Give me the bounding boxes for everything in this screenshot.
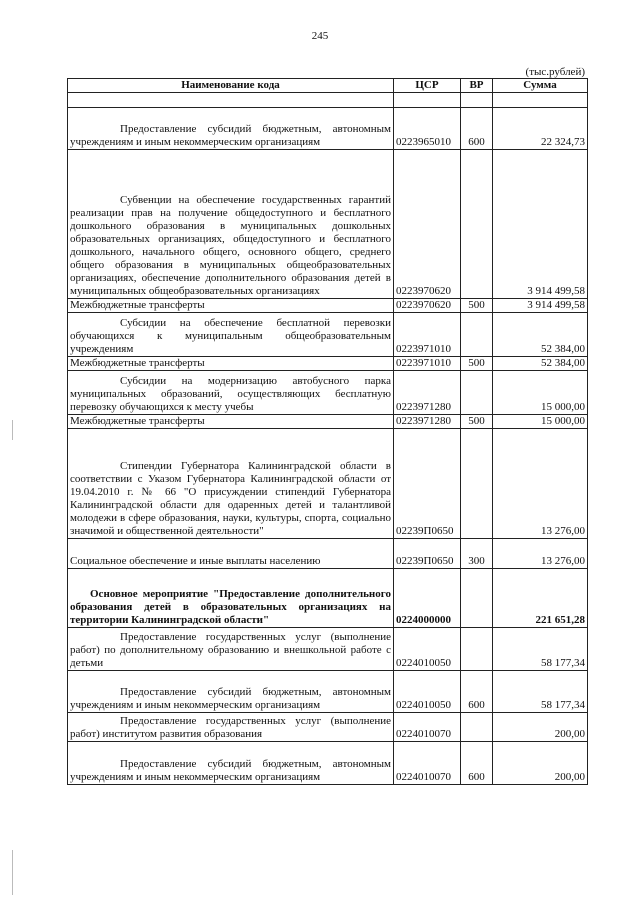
row-name: Субсидии на обеспечение бесплатной перевозки обучающихся к муниципальным общеобразовательным учреждениям	[68, 313, 394, 357]
table-row-bold	[68, 569, 588, 628]
units-label: (тыс.рублей)	[525, 66, 585, 78]
row-csr	[394, 93, 461, 108]
row-sum: 15 000,00	[493, 415, 588, 429]
table-row	[68, 150, 588, 299]
scan-artifact-line	[12, 850, 13, 895]
row-sum: 52 384,00	[493, 357, 588, 371]
row-sum: 58 177,34	[493, 628, 588, 671]
row-vr	[461, 93, 493, 108]
row-name: Социальное обеспечение и иные выплаты населению	[68, 539, 394, 569]
table-row	[68, 415, 588, 429]
row-vr	[461, 713, 493, 742]
row-sum: 15 000,00	[493, 371, 588, 415]
row-csr: 0223970620	[394, 299, 461, 313]
row-name	[68, 93, 394, 108]
table-row	[68, 539, 588, 569]
row-sum: 200,00	[493, 713, 588, 742]
row-sum: 22 324,73	[493, 108, 588, 150]
table-header-row	[68, 79, 588, 93]
table-row	[68, 628, 588, 671]
row-vr: 600	[461, 671, 493, 713]
row-sum: 52 384,00	[493, 313, 588, 357]
table-row	[68, 108, 588, 150]
row-name: Межбюджетные трансферты	[68, 299, 394, 313]
row-vr: 500	[461, 357, 493, 371]
row-name: Межбюджетные трансферты	[68, 415, 394, 429]
row-name: Стипендии Губернатора Калининградской области в соответствии с Указом Губернатора Калининградской области от 19.04.2010 г. № 66 "О присуждении стипендий Губернатора Калининградской области для одаренных детей и талантливой молодежи в сфере образования, науки, культуры, спорта, социально значимой и общественной деятельности"	[68, 429, 394, 539]
header-csr: ЦСР	[394, 79, 461, 93]
table-row	[68, 671, 588, 713]
row-csr: 0223971010	[394, 313, 461, 357]
row-sum: 200,00	[493, 742, 588, 785]
row-name: Предоставление субсидий бюджетным, автономным учреждениям и иным некоммерческим организациям	[68, 742, 394, 785]
row-name: Межбюджетные трансферты	[68, 357, 394, 371]
row-vr	[461, 429, 493, 539]
row-sum: 3 914 499,58	[493, 150, 588, 299]
header-name: Наименование кода	[68, 79, 394, 93]
row-name: Основное мероприятие "Предоставление дополнительного образования детей в образовательных организациях на территории Калининградской области"	[68, 569, 394, 628]
row-vr: 600	[461, 742, 493, 785]
row-name: Предоставление государственных услуг (выполнение работ) институтом развития образования	[68, 713, 394, 742]
table-row	[68, 299, 588, 313]
row-sum: 13 276,00	[493, 429, 588, 539]
table-row	[68, 313, 588, 357]
row-csr: 0223971280	[394, 415, 461, 429]
row-vr: 500	[461, 299, 493, 313]
row-sum	[493, 93, 588, 108]
row-csr: 02239П0650	[394, 429, 461, 539]
table-row	[68, 429, 588, 539]
row-sum: 13 276,00	[493, 539, 588, 569]
row-sum: 3 914 499,58	[493, 299, 588, 313]
row-vr	[461, 150, 493, 299]
page-number: 245	[311, 30, 329, 42]
row-sum: 221 651,28	[493, 569, 588, 628]
row-csr: 0224000000	[394, 569, 461, 628]
row-csr: 0223971010	[394, 357, 461, 371]
row-name: Субсидии на модернизацию автобусного парка муниципальных образований, осуществляющих бесплатную перевозку обучающихся к месту учебы	[68, 371, 394, 415]
table-row	[68, 742, 588, 785]
row-name: Предоставление государственных услуг (выполнение работ) по дополнительному образованию и внешкольной работе с детьми	[68, 628, 394, 671]
row-vr: 600	[461, 108, 493, 150]
row-csr: 0223970620	[394, 150, 461, 299]
row-csr: 0223971280	[394, 371, 461, 415]
row-vr: 300	[461, 539, 493, 569]
budget-table	[67, 78, 588, 785]
row-csr: 0223965010	[394, 108, 461, 150]
row-csr: 0224010050	[394, 628, 461, 671]
row-csr: 0224010070	[394, 742, 461, 785]
table-row	[68, 357, 588, 371]
row-name: Предоставление субсидий бюджетным, автономным учреждениям и иным некоммерческим организациям	[68, 671, 394, 713]
row-sum: 58 177,34	[493, 671, 588, 713]
table-row	[68, 371, 588, 415]
row-name: Предоставление субсидий бюджетным, автономным учреждениям и иным некоммерческим организациям	[68, 108, 394, 150]
row-csr: 0224010050	[394, 671, 461, 713]
header-vr: ВР	[461, 79, 493, 93]
row-vr	[461, 569, 493, 628]
row-vr	[461, 371, 493, 415]
row-csr: 02239П0650	[394, 539, 461, 569]
row-csr: 0224010070	[394, 713, 461, 742]
row-vr: 500	[461, 415, 493, 429]
row-name: Субвенции на обеспечение государственных гарантий реализации прав на получение общедоступного и бесплатного дошкольного образования в муниципальных дошкольных образовательных организациях, общедоступного и бесплатного дошкольного, начального общего, основного общего, среднего общего образования в муниципальных общеобразовательных организациях, обеспечение дополнительного образования детей в муниципальных общеобразовательных организациях	[68, 150, 394, 299]
header-sum: Сумма	[493, 79, 588, 93]
scan-artifact-line	[12, 420, 13, 440]
row-vr	[461, 313, 493, 357]
row-vr	[461, 628, 493, 671]
table-row	[68, 713, 588, 742]
table-row	[68, 93, 588, 108]
